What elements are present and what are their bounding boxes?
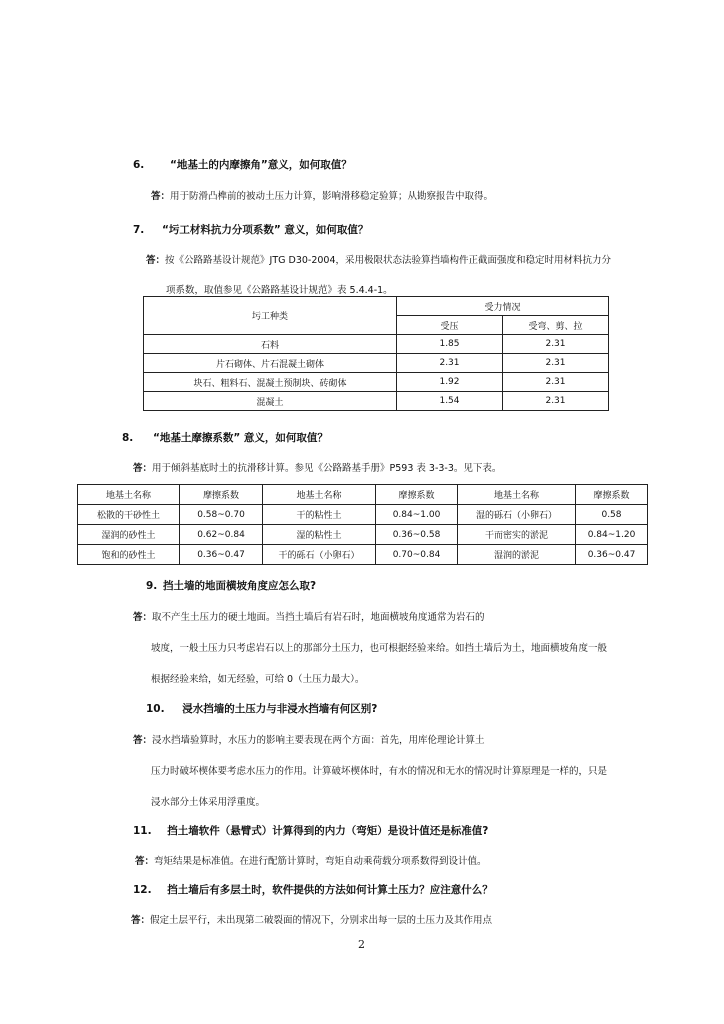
page-number: 2 bbox=[358, 938, 365, 951]
cell: 0.84~1.20 bbox=[576, 525, 648, 545]
answer-10 bbox=[133, 732, 485, 746]
answer-label: 答： bbox=[151, 191, 171, 202]
cell-compression: 1.85 bbox=[397, 335, 503, 354]
answer-8 bbox=[133, 460, 501, 474]
header-friction: 摩擦系数 bbox=[576, 485, 648, 505]
table-row bbox=[144, 335, 609, 354]
question-7 bbox=[133, 222, 368, 237]
cell-bending: 2.31 bbox=[503, 354, 609, 373]
friction-coefficient-table bbox=[77, 484, 648, 565]
question-title: 挡土墙的地面横坡角度应怎么取? bbox=[162, 580, 317, 592]
header-compression: 受压 bbox=[397, 316, 503, 335]
question-number: 12. bbox=[133, 884, 152, 896]
answer-label: 答： bbox=[135, 856, 155, 867]
cell: 0.36~0.47 bbox=[576, 545, 648, 565]
header-bending-shear-tension: 受弯、剪、拉 bbox=[503, 316, 609, 335]
question-number: 6. bbox=[133, 159, 145, 171]
header-load-condition: 受力情况 bbox=[397, 297, 609, 316]
question-title: “地基土摩擦系数” 意义，如何取值？ bbox=[152, 432, 328, 444]
answer-text: 取不产生土压力的硬土地面。当挡土墙后有岩石时，地面横坡角度通常为岩石的 bbox=[152, 612, 485, 623]
cell: 0.36~0.47 bbox=[180, 545, 263, 565]
answer-text: 假定土层平行，未出现第二破裂面的情况下，分别求出每一层的土压力及其作用点 bbox=[150, 915, 493, 926]
cell-compression: 2.31 bbox=[397, 354, 503, 373]
cell-compression: 1.54 bbox=[397, 392, 503, 411]
header-soil-name: 地基土名称 bbox=[458, 485, 576, 505]
question-12 bbox=[133, 882, 493, 897]
cell-bending: 2.31 bbox=[503, 392, 609, 411]
table-row bbox=[78, 545, 648, 565]
answer-11 bbox=[135, 853, 487, 867]
table-header-row bbox=[78, 485, 648, 505]
cell: 松散的干砂性土 bbox=[78, 505, 180, 525]
answer-text: 按《公路路基设计规范》JTG D30-2004，采用极限状态法验算挡墙构件正截面强度和稳定时用材料抗力分 bbox=[165, 255, 612, 266]
question-title: 挡土墙后有多层土时，软件提供的方法如何计算土压力？应注意什么？ bbox=[167, 884, 493, 896]
question-number: 11. bbox=[133, 825, 152, 837]
cell-compression: 1.92 bbox=[397, 373, 503, 392]
table-row bbox=[144, 354, 609, 373]
question-title: 浸水挡墙的土压力与非浸水挡墙有何区别? bbox=[182, 703, 378, 715]
cell: 0.70~0.84 bbox=[376, 545, 458, 565]
question-10 bbox=[146, 701, 377, 716]
table-row bbox=[78, 505, 648, 525]
answer-text: 弯矩结果是标准值。在进行配筋计算时，弯矩自动乘荷载分项系数得到设计值。 bbox=[154, 856, 487, 867]
answer-label: 答： bbox=[133, 735, 153, 746]
question-number: 10. bbox=[146, 703, 165, 715]
cell-type: 块石、粗料石、混凝土预制块、砖砌体 bbox=[144, 373, 397, 392]
cell-type: 石料 bbox=[144, 335, 397, 354]
question-title: “圬工材料抗力分项系数” 意义，如何取值？ bbox=[161, 224, 369, 236]
answer-9-line3: 根据经验来给，如无经验，可给 0（土压力最大）。 bbox=[151, 674, 365, 685]
answer-label: 答： bbox=[146, 255, 166, 266]
question-6 bbox=[133, 157, 352, 172]
table-row bbox=[78, 525, 648, 545]
answer-9 bbox=[133, 609, 485, 623]
answer-10-line2: 压力时破坏楔体要考虑水压力的作用。计算破坏楔体时，有水的情况和无水的情况时计算原理是一样的，只是 bbox=[151, 766, 608, 777]
answer-6 bbox=[151, 188, 493, 202]
cell: 饱和的砂性土 bbox=[78, 545, 180, 565]
answer-12 bbox=[131, 912, 492, 926]
question-title: 挡土墙软件（悬臂式）计算得到的内力（弯矩）是设计值还是标准值? bbox=[167, 825, 489, 837]
header-masonry-type: 圬工种类 bbox=[144, 297, 397, 335]
question-number: 9. bbox=[146, 580, 158, 592]
cell: 0.62~0.84 bbox=[180, 525, 263, 545]
cell: 0.84~1.00 bbox=[376, 505, 458, 525]
answer-text: 用于倾斜基底时土的抗滑移计算。参见《公路路基手册》P593 表 3-3-3。见下表。 bbox=[152, 463, 502, 474]
answer-10-line3: 浸水部分土体采用浮重度。 bbox=[151, 797, 266, 808]
question-8 bbox=[122, 430, 328, 445]
table-row bbox=[144, 392, 609, 411]
cell: 0.58 bbox=[576, 505, 648, 525]
masonry-factor-table bbox=[143, 296, 609, 411]
cell: 干而密实的淤泥 bbox=[458, 525, 576, 545]
cell-type: 片石砌体、片石混凝土砌体 bbox=[144, 354, 397, 373]
answer-label: 答： bbox=[131, 915, 151, 926]
table-row bbox=[144, 373, 609, 392]
cell: 0.36~0.58 bbox=[376, 525, 458, 545]
cell: 湿的砾石（小卵石） bbox=[458, 505, 576, 525]
answer-text: 浸水挡墙验算时，水压力的影响主要表现在两个方面：首先，用库伦理论计算土 bbox=[152, 735, 485, 746]
answer-7-line2: 项系数，取值参见《公路路基设计规范》表 5.4.4-1。 bbox=[166, 285, 393, 296]
cell: 湿润的砂性土 bbox=[78, 525, 180, 545]
cell: 干的砾石（小卵石） bbox=[263, 545, 376, 565]
question-number: 8. bbox=[122, 432, 134, 444]
question-9 bbox=[146, 578, 316, 593]
answer-label: 答： bbox=[133, 463, 153, 474]
question-11 bbox=[133, 823, 488, 838]
cell: 干的粘性土 bbox=[263, 505, 376, 525]
answer-label: 答： bbox=[133, 612, 153, 623]
cell: 0.58~0.70 bbox=[180, 505, 263, 525]
header-soil-name: 地基土名称 bbox=[78, 485, 180, 505]
answer-text: 用于防滑凸榫前的被动土压力计算，影响滑移稳定验算；从勘察报告中取得。 bbox=[170, 191, 494, 202]
cell-bending: 2.31 bbox=[503, 335, 609, 354]
header-soil-name: 地基土名称 bbox=[263, 485, 376, 505]
cell-bending: 2.31 bbox=[503, 373, 609, 392]
cell: 湿的粘性土 bbox=[263, 525, 376, 545]
header-friction: 摩擦系数 bbox=[180, 485, 263, 505]
cell-type: 混凝土 bbox=[144, 392, 397, 411]
question-number: 7. bbox=[133, 224, 145, 236]
cell: 湿润的淤泥 bbox=[458, 545, 576, 565]
question-title: “地基土的内摩擦角”意义，如何取值？ bbox=[169, 159, 352, 171]
header-friction: 摩擦系数 bbox=[376, 485, 458, 505]
answer-9-line2: 坡度，一般土压力只考虑岩石以上的那部分土压力，也可根据经验来给。如挡土墙后为土，地面横坡角度一般 bbox=[151, 643, 608, 654]
answer-7 bbox=[146, 252, 611, 266]
